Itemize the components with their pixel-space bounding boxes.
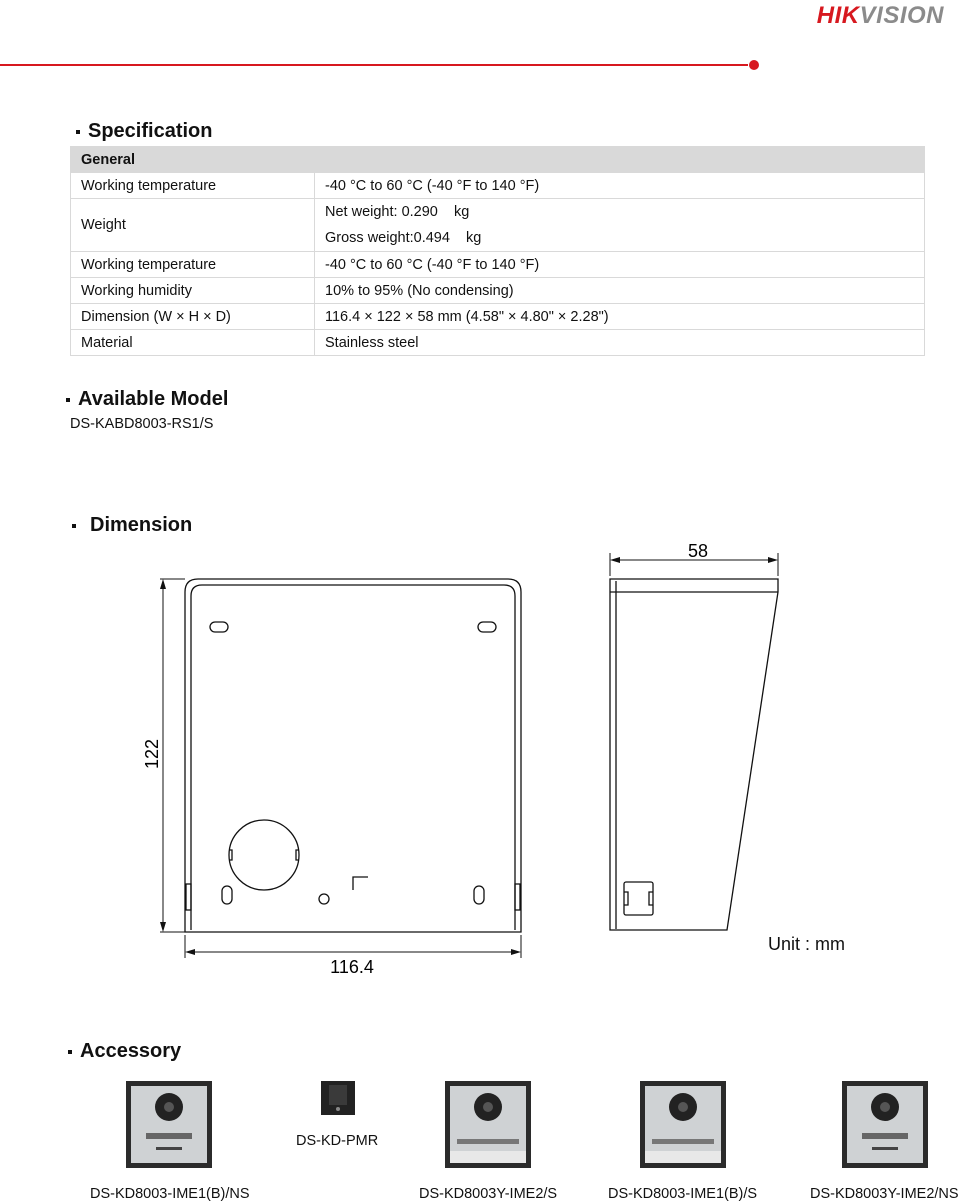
bullet-icon [68,1050,72,1054]
accessory-label: DS-KD-PMR [296,1133,379,1149]
door-station-module-icon [445,1081,531,1168]
spec-value: -40 °C to 60 °C (-40 °F to 140 °F) [315,173,925,199]
table-row [71,304,925,330]
door-station-module-icon [842,1081,928,1168]
depth-label: 58 [687,541,709,561]
door-station-module-icon [126,1081,212,1168]
available-model-heading: Available Model [66,388,228,411]
brand-logo: HIKVISION [816,2,944,29]
spec-label: Material [71,330,315,356]
spec-label: Working temperature [71,173,315,199]
mount-slot [210,622,228,632]
table-group-row [71,147,925,173]
bullet-icon [66,398,70,402]
header-divider [0,64,748,66]
bullet-icon [76,130,80,134]
specification-heading: Specification [76,120,212,143]
spec-value: Stainless steel [315,330,925,356]
width-label: 116.4 [330,957,374,977]
table-row [71,199,925,252]
dimension-heading: Dimension [72,514,192,537]
table-row [71,278,925,304]
accessory-heading: Accessory [68,1040,181,1063]
height-label: 122 [142,738,162,770]
dimension-drawing [0,530,960,980]
accessory-label: DS-KD8003-IME1(B)/NS [90,1186,250,1202]
mount-slot [474,886,484,904]
spec-value [315,199,925,252]
spec-label: Working temperature [71,252,315,278]
accessory-label: DS-KD8003Y-IME2/NS [810,1186,959,1202]
net-weight: Net weight: 0.290 kg [325,204,470,220]
spec-value: 116.4 × 122 × 58 mm (4.58" × 4.80" × 2.28") [315,304,925,330]
table-row [71,330,925,356]
spec-value: -40 °C to 60 °C (-40 °F to 140 °F) [315,252,925,278]
header-divider-dot [749,60,759,70]
accessory-label: DS-KD8003-IME1(B)/S [608,1186,758,1202]
cable-hole [229,820,299,890]
door-station-module-icon [640,1081,726,1168]
group-label: General [71,147,925,173]
screw-hole [319,894,329,904]
mount-slot [222,886,232,904]
spec-value: 10% to 95% (No condensing) [315,278,925,304]
small-module-icon [321,1081,355,1115]
spec-label: Dimension (W × H × D) [71,304,315,330]
specification-table [70,146,925,356]
accessory-label: DS-KD8003Y-IME2/S [419,1186,558,1202]
table-row [71,252,925,278]
table-row [71,173,925,199]
model-number: DS-KABD8003-RS1/S [70,416,214,432]
unit-label: Unit : mm [768,934,846,954]
bullet-icon [72,524,76,528]
gross-weight: Gross weight:0.494 kg [325,230,482,246]
spec-label: Weight [71,199,315,252]
mount-slot [478,622,496,632]
side-view-outline [610,579,778,930]
spec-label: Working humidity [71,278,315,304]
